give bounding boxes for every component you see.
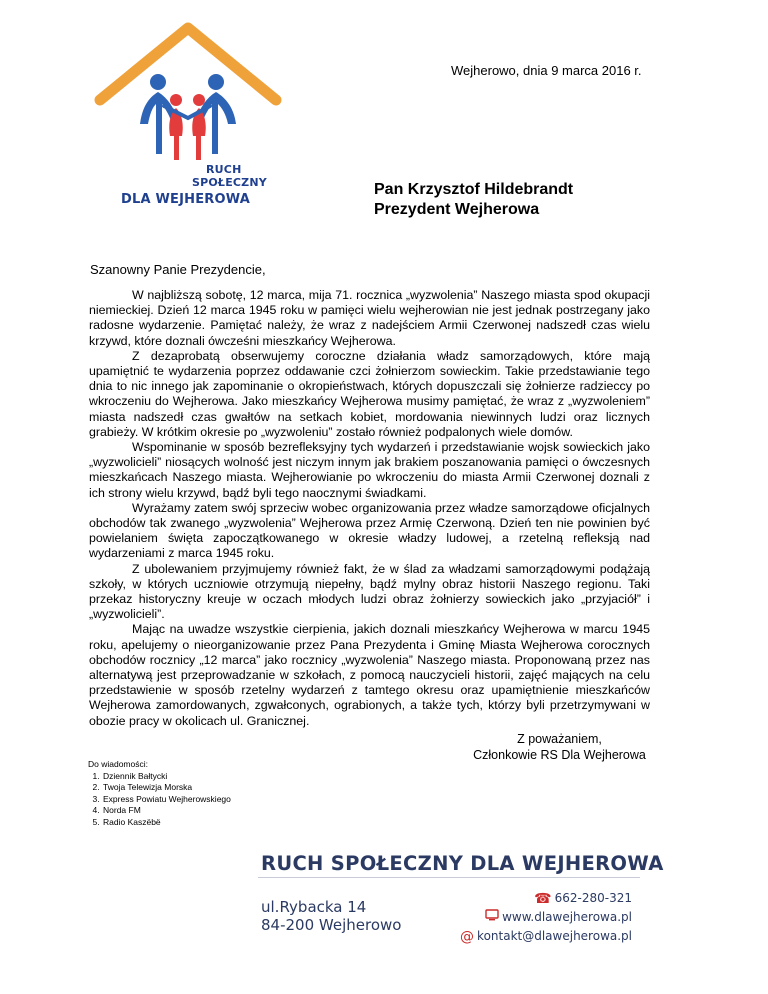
place-and-date: Wejherowo, dnia 9 marca 2016 r. xyxy=(451,63,642,78)
computer-icon xyxy=(485,908,499,927)
cc-list-item: 4. Norda FM xyxy=(102,805,231,817)
email-link[interactable]: kontakt@dlawejherowa.pl xyxy=(477,929,632,943)
logo-text-line-1: RUCH xyxy=(206,163,242,176)
phone-number: 662-280-321 xyxy=(554,891,632,905)
footer-address xyxy=(261,898,401,934)
closing-block xyxy=(463,731,656,763)
website-link[interactable]: www.dlawejherowa.pl xyxy=(502,910,632,924)
body-paragraph: Wyrażamy zatem swój sprzeciw wobec organizowania przez władze samorządowe oficjalnych obchodów tak zwanego „wyzwolenia” Wejherowa przez Armię Czerwoną. Dzień ten nie powinien być powielaniem święta zapoczątkowanego w okresie władzy ludowej, a rzetelną refleksją nad wydarzeniami z marca 1945 roku. xyxy=(89,500,650,561)
salutation: Szanowny Panie Prezydencie, xyxy=(90,262,266,277)
cc-list-item: 2. Twoja Telewizja Morska xyxy=(102,782,231,794)
body-paragraph: Z ubolewaniem przyjmujemy również fakt, że w ślad za władzami samorządowymi podążają szkoły, w których uczniowie otrzymują niepełny, bądź mylny obraz historii Naszego regionu. Taki przekaz historyczny kreuje w oczach młodych ludzi obraz żołnierzy sowieckich jako „przyjaciół” i „wyzwolicieli”. xyxy=(89,561,650,622)
organization-logo xyxy=(88,20,288,207)
body-paragraph: W najbliższą sobotę, 12 marca, mija 71. rocznica „wyzwolenia” Naszego miasta spod okupacji niemieckiej. Dzień 12 marca 1945 roku w pamięci wielu wejherowian nie jest jednak postrzegany jako radosne wydarzenie. Pamiętać należy, że wraz z nadejściem Armii Czerwonej nadszedł czas wielu krzywd, które doznali ówcześni mieszkańcy Wejherowa. xyxy=(89,288,650,348)
logo-text-line-2: SPOŁECZNY xyxy=(192,176,267,189)
address-city: 84-200 Wejherowo xyxy=(261,916,402,934)
footer-divider xyxy=(258,877,640,878)
cc-list-item: 5. Radio Kaszëbë xyxy=(102,817,231,829)
phone-icon: ☎ xyxy=(534,890,552,907)
closing-greeting: Z poważaniem, xyxy=(517,732,602,746)
cc-list xyxy=(88,771,231,829)
contact-phone xyxy=(470,889,632,908)
logo-text-line-3: DLA WEJHEROWA xyxy=(121,192,250,207)
footer-organization-name: RUCH SPOŁECZNY DLA WEJHEROWA xyxy=(261,852,664,875)
at-sign-icon: @ xyxy=(460,928,475,945)
logo-emblem xyxy=(88,20,288,170)
body-paragraph: Wspominanie w sposób bezrefleksyjny tych wydarzeń i przedstawianie wojsk sowieckich jako „wyzwolicieli” niosących wolność jest niczym innym jak brakiem poszanowania pamięci o ówczesnych mieszkańcach Naszego miasta. Wejherowianie po wkroczeniu do miasta Armii Czerwonej doznali z ich strony wielu krzywd, bądź byli tego naocznymi świadkami. xyxy=(89,440,650,500)
body-paragraph: Z dezaprobatą obserwujemy coroczne działania władz samorządowych, które mają upamiętnić te wydarzenia poprzez oddawanie czci żołnierzom sowieckim. Takie przedstawianie tego dnia to nic innego jak zapominanie o okropieństwach, których dopuszczali się żołnierze radzieccy po wkroczeniu do Wejherowa. Jako mieszkańcy Wejherowa musimy pamiętać, że wraz z „wyzwoleniem” miasta nadszedł czas gwałtów na setkach kobiet, mordowania niewinnych ludzi oraz licznych grabieży. W krótkim okresie po „wyzwoleniu” zostało również podpalonych wiele domów. xyxy=(89,348,650,439)
address-street: ul.Rybacka 14 xyxy=(261,898,367,916)
cc-list-item: 1. Dziennik Bałtycki xyxy=(102,771,231,783)
signatories: Członkowie RS Dla Wejherowa xyxy=(473,748,646,762)
recipient-block xyxy=(374,180,573,220)
cc-heading: Do wiadomości: xyxy=(88,759,148,769)
recipient-title: Prezydent Wejherowa xyxy=(374,201,540,218)
contact-website xyxy=(470,908,632,927)
letter-body xyxy=(89,288,650,729)
footer-contacts xyxy=(460,889,632,946)
cc-block xyxy=(88,759,231,828)
recipient-name: Pan Krzysztof Hildebrandt xyxy=(374,181,574,198)
contact-email xyxy=(460,927,632,946)
cc-list-item: 3. Express Powiatu Wejherowskiego xyxy=(102,794,231,806)
body-paragraph: Mając na uwadze wszystkie cierpienia, jakich doznali mieszkańcy Wejherowa w marcu 1945 roku, apelujemy o nieorganizowanie przez Pana Prezydenta i Gminę Miasta Wejherowa corocznych obchodów rocznicy „12 marca” jako rocznicy „wyzwolenia” Naszego miasta. Proponowaną przez nas alternatywą jest przeprowadzanie w szkołach, z pomocą nauczycieli historii, zajęć mających na celu przedstawienie w sposób rzetelny wydarzeń z tamtego okresu oraz upamiętnienie mieszkańców Wejherowa zamordowanych, zgwałconych, ograbionych, a także tych, którzy byli przetrzymywani w obozie pracy w okolicach ul. Granicznej. xyxy=(89,622,650,728)
